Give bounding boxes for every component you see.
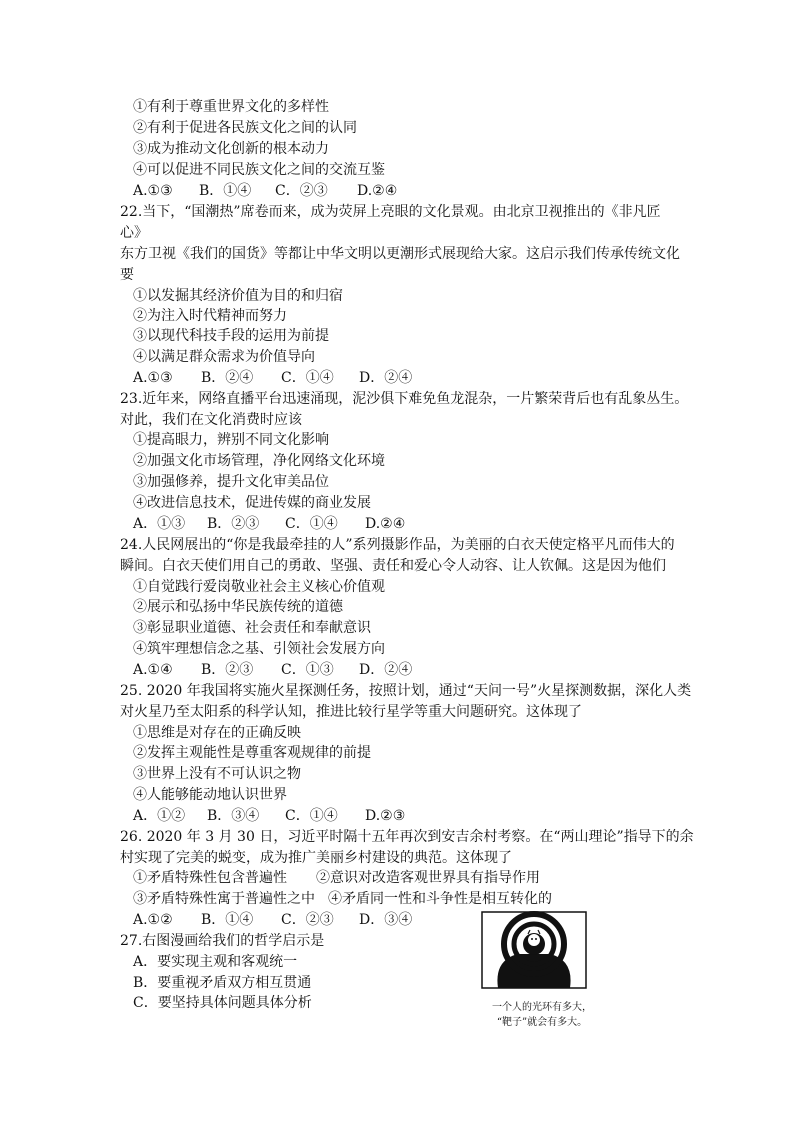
answer-d: D.②③ (365, 808, 406, 824)
q25-option-1: ①思维是对存在的正确反映 (133, 725, 301, 741)
q26-answers (133, 910, 412, 930)
q25-stem-line-1: 25. 2020 年我国将实施火星探测任务，按照计划，通过“天问一号”火星探测数据，深化人类 (120, 683, 692, 699)
answer-c: C．②③ (281, 912, 334, 928)
q24-answers (133, 660, 412, 680)
q21-option-1: ①有利于尊重世界文化的多样性 (133, 99, 329, 115)
q23-stem-line-2: 对此，我们在文化消费时应该 (120, 412, 302, 428)
answer-c: C．①④ (281, 370, 334, 386)
q24-option-1: ①自觉践行爱岗敬业社会主义核心价值观 (133, 579, 385, 595)
answer-b: B．②③ (201, 662, 254, 678)
q23-answers (133, 514, 405, 534)
q25-option-4: ④人能够能动地认识世界 (133, 787, 287, 803)
q21-answers (133, 181, 397, 201)
q22-option-2: ②为注入时代精神而努力 (133, 308, 287, 324)
q23-option-3: ③加强修养，提升文化审美品位 (133, 474, 329, 490)
answer-c: C．①④ (285, 808, 338, 824)
q26-option-1: ①矛盾特殊性包含普遍性 (133, 870, 287, 886)
q21-option-4: ④可以促进不同民族文化之间的交流互鉴 (133, 162, 385, 178)
q22-stem-line-3: 东方卫视《我们的国货》等都让中华文明以更潮形式展现给大家。这启示我们传承传统文化 (120, 246, 680, 262)
q27-stem: 27.右图漫画给我们的哲学启示是 (120, 933, 325, 949)
q23-option-1: ①提高眼力，辨别不同文化影响 (133, 432, 329, 448)
q24-option-3: ③彰显职业道德、社会责任和奉献意识 (133, 620, 371, 636)
answer-a: A.①③ (133, 370, 173, 386)
q22-option-4: ④以满足群众需求为价值导向 (133, 349, 315, 365)
answer-a: A．①② (133, 808, 186, 824)
answer-b: B．①④ (199, 183, 252, 199)
q25-option-3: ③世界上没有不可认识之物 (133, 766, 301, 782)
cartoon-caption-line-1: 一个人的光环有多大， (492, 1002, 592, 1013)
q21-option-2: ②有利于促进各民族文化之间的认同 (133, 120, 357, 136)
answer-d: D．③④ (359, 912, 413, 928)
q26-options-row-1 (133, 868, 540, 888)
q24-stem-line-2: 瞬间。白衣天使们用自己的勇敢、坚强、责任和爱心令人动容、让人钦佩。这是因为他们 (120, 558, 666, 574)
answer-a: A.①④ (133, 662, 173, 678)
answer-d: D.②④ (357, 183, 398, 199)
answer-d: D．②④ (359, 662, 413, 678)
answer-d: D.②④ (365, 516, 406, 532)
q21-option-3: ③成为推动文化创新的根本动力 (133, 141, 329, 157)
answer-b: B．③④ (207, 808, 260, 824)
target-cartoon-image (478, 910, 590, 990)
answer-c: C．①③ (281, 662, 334, 678)
answer-a: A.①③ (133, 183, 173, 199)
q22-answers (133, 368, 412, 388)
q24-option-2: ②展示和弘扬中华民族传统的道德 (133, 599, 343, 615)
answer-c: C．②③ (275, 183, 328, 199)
q24-stem-line-1: 24.人民网展出的“你是我最牵挂的人”系列摄影作品，为美丽的白衣天使定格平凡而伟大的 (120, 537, 675, 553)
q26-option-4: ④矛盾同一性和斗争性是相互转化的 (328, 891, 552, 907)
q27-option-c: C．要坚持具体问题具体分析 (133, 995, 312, 1011)
q22-option-1: ①以发掘其经济价值为目的和归宿 (133, 288, 343, 304)
q26-stem-line-2: 村实现了完美的蜕变，成为推广美丽乡村建设的典范。这体现了 (120, 850, 512, 866)
q22-stem-line-1: 22.当下，“国潮热”席卷而来，成为荧屏上亮眼的文化景观。由北京卫视推出的《非凡匠 (120, 204, 661, 220)
q26-option-2: ②意识对改造客观世界具有指导作用 (316, 870, 540, 886)
q26-options-row-2 (133, 889, 552, 909)
answer-a: A．①③ (133, 516, 186, 532)
q23-option-4: ④改进信息技术，促进传媒的商业发展 (133, 495, 371, 511)
q24-option-4: ④筑牢理想信念之基、引领社会发展方向 (133, 641, 385, 657)
q22-option-3: ③以现代科技手段的运用为前提 (133, 328, 329, 344)
answer-b: B．②③ (207, 516, 260, 532)
q27-option-a: A．要实现主观和客观统一 (133, 954, 298, 970)
cartoon-caption-line-2: “靶子”就会有多大。 (496, 1017, 588, 1028)
q26-stem-line-1: 26. 2020 年 3 月 30 日，习近平时隔十五年再次到安吉余村考察。在“两山理论”指导下的余 (120, 829, 694, 845)
answer-b: B．①④ (201, 912, 254, 928)
q27-option-b: B．要重视矛盾双方相互贯通 (133, 975, 312, 991)
q25-option-2: ②发挥主观能性是尊重客观规律的前提 (133, 745, 371, 761)
answer-d: D．②④ (359, 370, 413, 386)
q23-stem-line-1: 23.近年来，网络直播平台迅速涌现，泥沙俱下难免鱼龙混杂，一片繁荣背后也有乱象丛生。 (120, 391, 689, 407)
q25-stem-line-2: 对火星乃至太阳系的科学认知，推进比较行星学等重大问题研究。这体现了 (120, 704, 582, 720)
answer-c: C．①④ (285, 516, 338, 532)
answer-b: B．②④ (201, 370, 254, 386)
q25-answers (133, 806, 405, 826)
q22-stem-line-4: 要 (120, 267, 134, 283)
answer-a: A.①② (133, 912, 173, 928)
q26-option-3: ③矛盾特殊性寓于普遍性之中 (133, 891, 315, 907)
q23-option-2: ②加强文化市场管理，净化网络文化环境 (133, 453, 385, 469)
q22-stem-line-2: 心》 (120, 225, 148, 241)
